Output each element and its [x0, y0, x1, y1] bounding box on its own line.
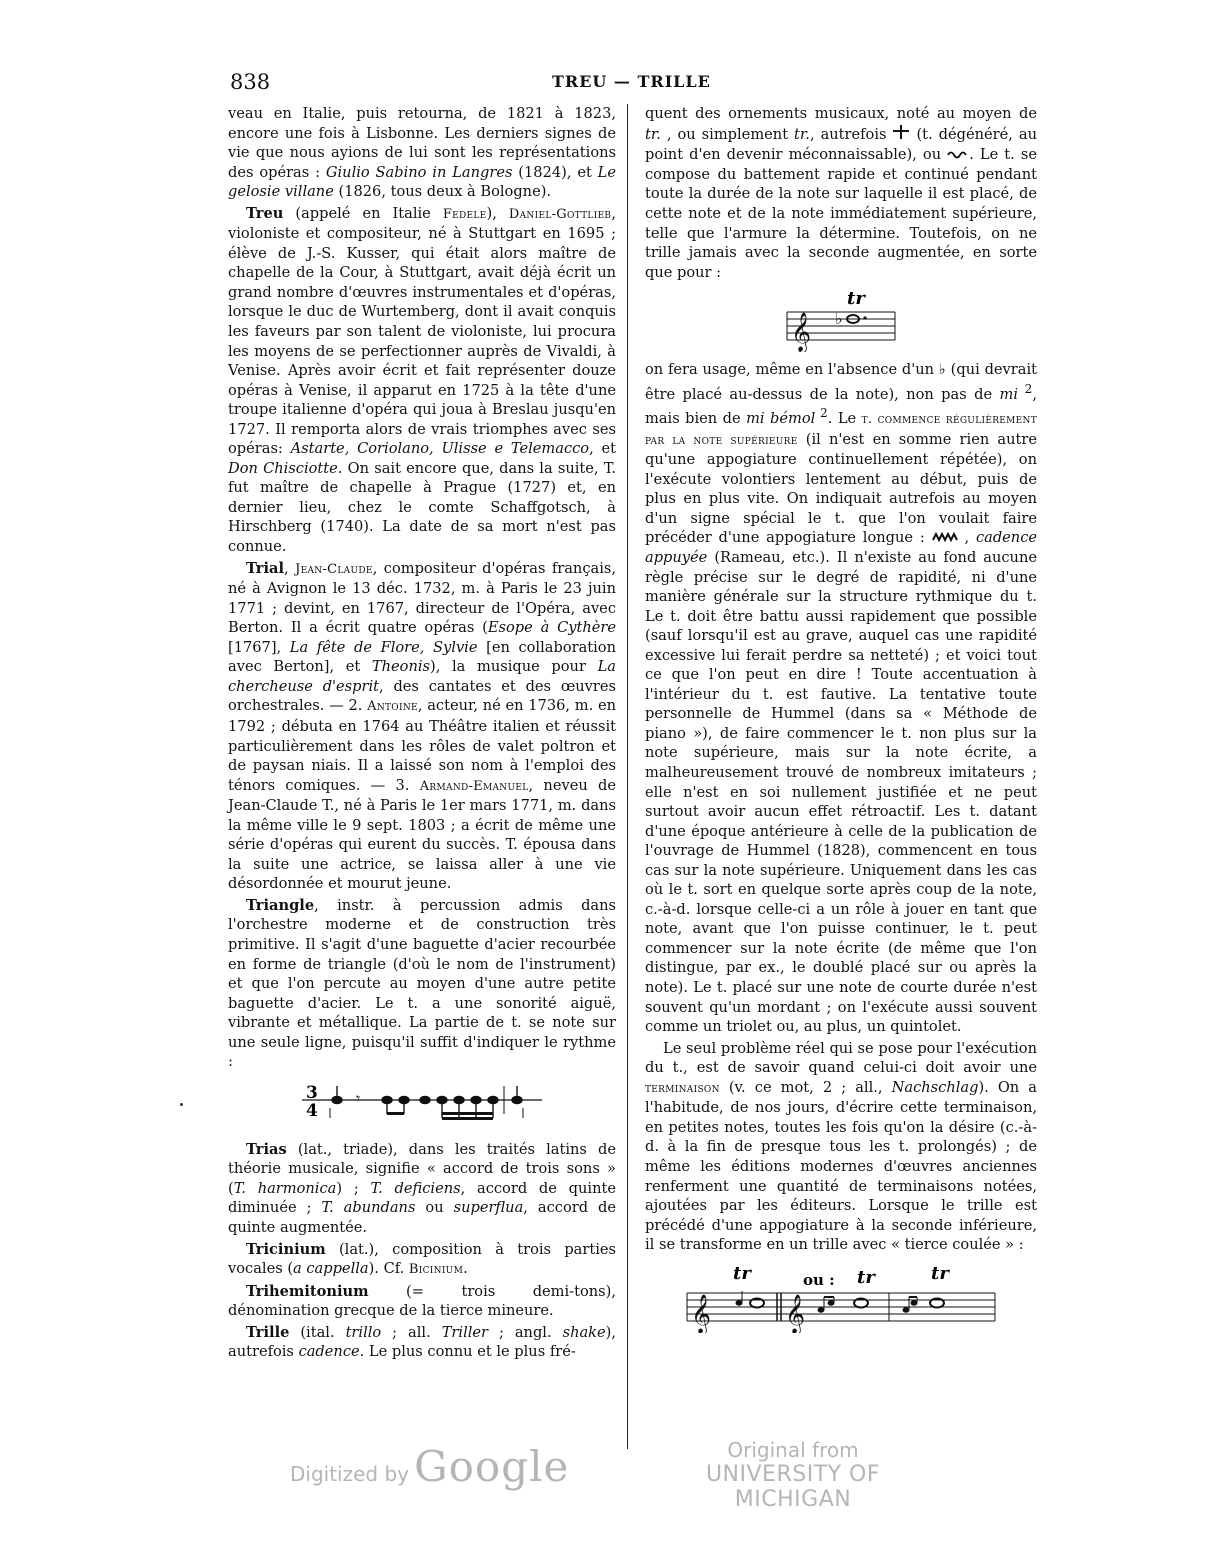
headword: Trias: [246, 1140, 287, 1158]
tr-mark-1: tr: [733, 1262, 751, 1284]
running-head: TREU — TRILLE: [552, 72, 711, 91]
page-header: [230, 70, 1020, 92]
column-divider: [627, 104, 628, 1449]
trille-continued: quent des ornements musicaux, noté au moyen de tr. , ou simplement tr., autrefois (t. dégénéré, au point d'en devenir méconnaissable), ou . Le t. se compose du battement rapide et continué pendant toute la durée de la note sur laquelle il est placé, de cette note et de la note immédiatement supérieure, telle que l'armure la détermine. Toutefois, on ne trille jamais avec la seconde augmentée, en sorte que pour :: [645, 105, 1037, 281]
entry-trihemitonium: Trihemitonium (= trois demi-tons), dénomination grecque de la tierce mineure.: [228, 1282, 616, 1320]
cross-ornament-icon: [892, 124, 910, 146]
trille-rules: on fera usage, même en l'absence d'un ♭ (qui devrait être placé au-dessus de la note), non pas de mi $^2$, mais bien de mi bémol $^2$. Le t. commence régulièrement par la note supérieure (il n'est en somme rien autre qu'une appogiature continuellement répétée), on l'exécute volontiers lentement au début, puis de plus en plus vite. On indiquait autrefois au moyen d'un signe spécial le t. que l'on voulait faire précéder d'une appogiature longue : , cadence appuyée (Rameau, etc.). Il n'existe au fond aucune règle précise sur le degré de rapidité, ni d'une manière générale sur la structure rythmique du t. Le t. doit être battu aussi rapidement que possible (sauf lorsqu'il est au grave, auquel cas une rapidité excessive lui ferait perdre sa netteté) ; et voici tout ce que l'on peut en dire ! Toute accentuation à l'intérieur du t. est fautive. La tentative toute personnelle de Hummel (dans sa « Méthode de piano »), de faire commencer le t. non plus sur la note supérieure, mais sur la note écrite, a malheureusement trouvé de nombreux imitateurs ; elle n'est en soi nullement justifiée et ne peut surtout avoir aucun effet rétroactif. Les t. datant d'une époque antérieure à celle de la publication de l'ouvrage de Hummel (1828), commencent en tous cas sur la note supérieure. Uniquement dans les cas où le t. sort en quelque sorte après coup de la note, c.-à-d. lorsque celle-ci a un rôle à jouer en tant que note, avant que l'on puisse continuer, le t. peut commencer sur la note écrite (de même que l'on distingue, par ex., le doublé placé sur ou après la note). Le t. placé sur une note de courte durée n'est souvent qu'un mordant ; on l'exécute aussi souvent comme un triolet ou, au plus, un quintolet.: [645, 361, 1038, 1036]
tr-mark: tr: [847, 288, 865, 310]
wavy-trill-icon: [947, 145, 969, 165]
headword: Tricinium: [246, 1240, 326, 1258]
continued-entry: veau en Italie, puis retourna, de 1821 à 1823, encore une fois à Lisbonne. Les derniers signes de vie que nous ayions de lui sont les représentations des opéras : Giulio Sabino in Langres (1824), et Le gelosie villane (1826, tous deux à Bologne).: [228, 105, 616, 201]
entry-tricinium: Tricinium (lat.), composition à trois parties vocales (a cappella). Cf. Bicinium.: [228, 1240, 616, 1278]
tr-mark-3: tr: [931, 1262, 949, 1284]
headword: Trille: [246, 1323, 290, 1341]
svg-text:𝄞: 𝄞: [791, 312, 812, 353]
entry-trial: Trial, Jean-Claude, compositeur d'opéras français, né à Avignon le 13 déc. 1732, m. à Paris le 23 juin 1771 ; devint, en 1767, directeur de l'Opéra, avec Berton. Il a écrit quatre opéras (Esope à Cythère [1767], La fête de Flore, Sylvie [en collaboration avec Berton], et Theonis), la musique pour La chercheuse d'esprit, des cantates et des œuvres orchestrales. — 2. Antoine, acteur, né en 1736, m. en 1792 ; débuta en 1764 au Théâtre italien et réussit particulièrement dans les rôles de valet poltron et de paysan niais. Il a laissé son nom à l'emploi des ténors comiques. — 3. Armand-Emanuel, neveu de Jean-Claude T., né à Paris le 1er mars 1771, m. dans la même ville le 9 sept. 1803 ; a écrit de même une série d'opéras qui eurent du succès. T. épousa dans la suite une actrice, se laissa aller à une vie désordonnée et mourut jeune.: [228, 559, 617, 893]
meter-bottom: 4: [306, 1100, 318, 1121]
digitized-by-google-watermark: [290, 1442, 569, 1491]
headword: Triangle: [246, 896, 315, 914]
svg-text:♭: ♭: [835, 309, 843, 329]
original-from-label: Original from: [727, 1438, 859, 1462]
svg-text:𝄾: 𝄾: [356, 1088, 361, 1108]
university-name: UNIVERSITY OF MICHIGAN: [705, 1462, 881, 1512]
page-number: 838: [230, 70, 271, 94]
ou-label: ou :: [803, 1270, 835, 1289]
entry-trias: Trias (lat., triade), dans les traités latins de théorie musicale, signifie « accord de trois sons » (T. harmonica) ; T. deficiens, accord de quinte diminuée ; T. abundans ou superflua, accord de quinte augmentée.: [228, 1140, 617, 1236]
svg-text:𝄞: 𝄞: [785, 1293, 806, 1333]
meter-top: 3: [306, 1082, 318, 1103]
entry-treu: Treu (appelé en Italie Fedele), Daniel-Gottlieb, violoniste et compositeur, né à Stuttgart en 1695 ; élève de J.-S. Kusser, qui était alors maître de chapelle de la Cour, à Stuttgart, avait déjà écrit un grand nombre d'œuvres instrumentales et d'opéras, lorsque le duc de Wurtemberg, dont il avait conquis les faveurs par son talent de violoniste, lui procura les moyens de se perfectionner auprès de Vivaldi, à Venise. Après avoir écrit et fait représenter douze opéras à Venise, il apparut en 1725 à la tête d'une troupe italienne d'opéra qui joua à Breslau jusqu'en 1727. Il remporta alors de vrais triomphes avec ses opéras: Astarte, Coriolano, Ulisse e Telemacco, et Don Chisciotte. On sait encore que, dans la suite, T. fut maître de chapelle à Prague (1727) et, en dernier lieu, chez le comte Schaffgotsch, à Hirschberg (1740). La date de sa mort n'est pas connue.: [228, 204, 616, 556]
tierce-coulee-example: [681, 1261, 1001, 1333]
entry-triangle: Triangle, instr. à percussion admis dans l'orchestre moderne et de construction très primitive. Il s'agit d'une baguette d'acier recourbée en forme de triangle (d'où le nom de l'instrument) et que l'on percute au moyen d'une autre petite baguette d'acier. Le t. a une sonorité aiguë, vibrante et métallique. La partie de t. se note sur une seule ligne, puisqu'il suffit d'indiquer le rythme :: [228, 896, 616, 1071]
headword: Trihemitonium: [246, 1282, 369, 1300]
right-column: [645, 104, 1037, 1341]
entry-trille: Trille (ital. trillo ; all. Triller ; angl. shake), autrefois cadence. Le plus connu et le plus fré-: [228, 1323, 616, 1361]
flat-icon: ♭: [938, 361, 946, 379]
trill-staff-example: [781, 288, 901, 352]
tr-mark-2: tr: [857, 1266, 875, 1288]
terminaison-paragraph: Le seul problème réel qui se pose pour l'exécution du t., est de savoir quand celui-ci doit avoir une terminaison (v. ce mot, 2 ; all., Nachschlag). On a l'habitude, de nos jours, d'écrire cette terminaison, en petites notes, toutes les fois qu'on la désire (c.-à-d. à la fin de presque tous les t. prolongés) ; de même les éditions modernes d'œuvres anciennes renferment une quantité de terminaisons notées, ajoutées par les éditeurs. Lorsque le trille est précédé d'une appogiature à la seconde inférieure, il se transforme en un trille avec « tierce coulée » :: [645, 1039, 1037, 1254]
triangle-rhythm-example: [292, 1078, 552, 1132]
headword: Treu: [246, 204, 284, 222]
svg-text:𝄞: 𝄞: [691, 1293, 712, 1333]
digitized-by-label: Digitized by: [290, 1462, 409, 1486]
left-column: [228, 104, 616, 1364]
source-library-watermark: [668, 1438, 918, 1512]
headword: Trial: [246, 559, 285, 577]
google-logo: Google: [414, 1442, 570, 1491]
appoggiatura-trill-icon: [932, 528, 958, 548]
stray-mark: [180, 1103, 183, 1106]
